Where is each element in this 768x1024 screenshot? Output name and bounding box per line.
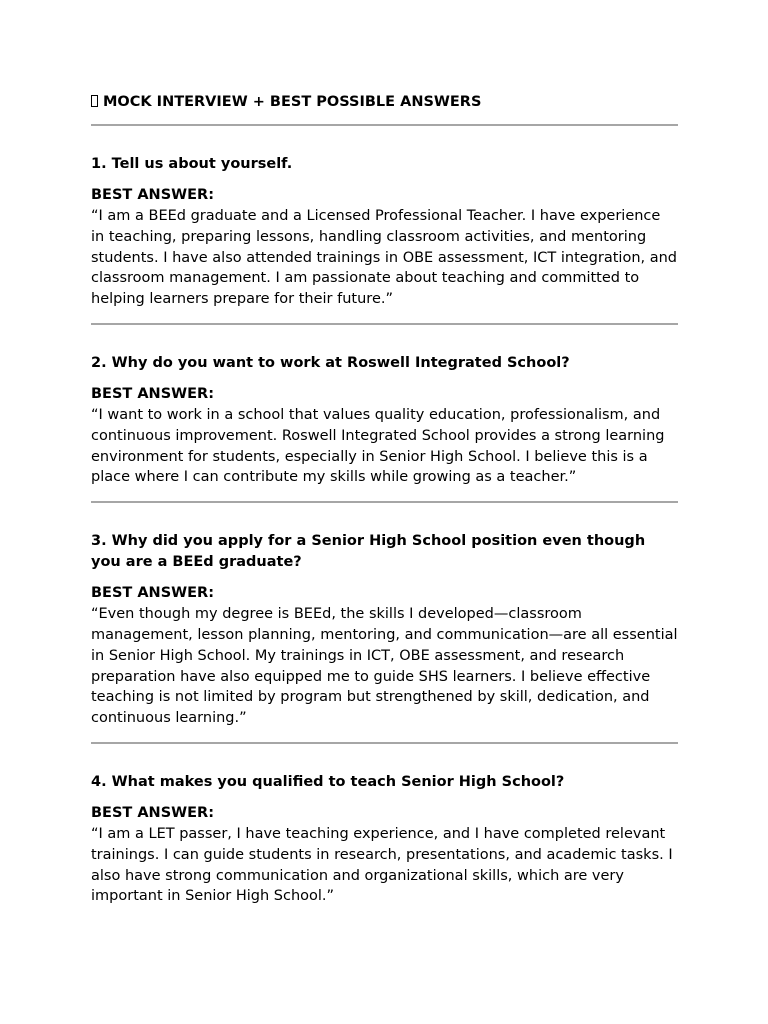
answer-2: “I want to work in a school that values quality education, professionalism, and continuous improvement. Roswell Integrated School provides a strong learning environment for students, especially in Senior High School. I believe this is a place where I can contribute my skills while growing as a teacher.” [91, 406, 665, 486]
section-divider-3 [91, 742, 678, 744]
answer-label-4: BEST ANSWER: [91, 804, 215, 821]
question-2: 2. Why do you want to work at Roswell Integrated School? [91, 354, 570, 371]
answer-label-1: BEST ANSWER: [91, 187, 215, 203]
document-title [91, 92, 678, 112]
section-divider-1 [91, 323, 678, 325]
answer-4: “I am a LET passer, I have teaching experience, and I have completed relevant trainings. I can guide students in research, presentations, and academic tasks. I also have strong communication and organizational skills, which are very important in Senior High School.” [91, 825, 673, 905]
missing-glyph-icon [91, 95, 98, 107]
answer-1: “I am a BEEd graduate and a Licensed Professional Teacher. I have experience in teaching, preparing lessons, handling classroom activities, and mentoring students. I have also attended trainings in OBE assessment, ICT integration, and classroom management. I am passionate about teaching and committed to helping learners prepare for their future.” [91, 208, 678, 308]
qa-item-4 [91, 772, 678, 907]
qa-item-3 [91, 531, 678, 729]
answer-label-2: BEST ANSWER: [91, 385, 215, 402]
title-divider [91, 124, 678, 126]
question-1: 1. Tell us about yourself. [91, 156, 293, 172]
answer-label-3: BEST ANSWER: [91, 585, 215, 602]
document-content [91, 92, 678, 907]
qa-item-1 [91, 154, 678, 310]
question-4: 4. What makes you qualified to teach Senior High School? [91, 773, 565, 790]
qa-item-2 [91, 353, 678, 488]
question-3: 3. Why did you apply for a Senior High School position even though you are a BEEd graduate? [91, 533, 646, 571]
section-divider-2 [91, 501, 678, 503]
answer-3: “Even though my degree is BEEd, the skills I developed—classroom management, lesson planning, mentoring, and communication—are all essential in Senior High School. My trainings in ICT, OBE assessment, and research preparation have also equipped me to guide SHS learners. I believe effective teaching is not limited by program but strengthened by skill, dedication, and continuous learning.” [91, 606, 678, 727]
document-title-text: MOCK INTERVIEW + BEST POSSIBLE ANSWERS [103, 94, 482, 110]
